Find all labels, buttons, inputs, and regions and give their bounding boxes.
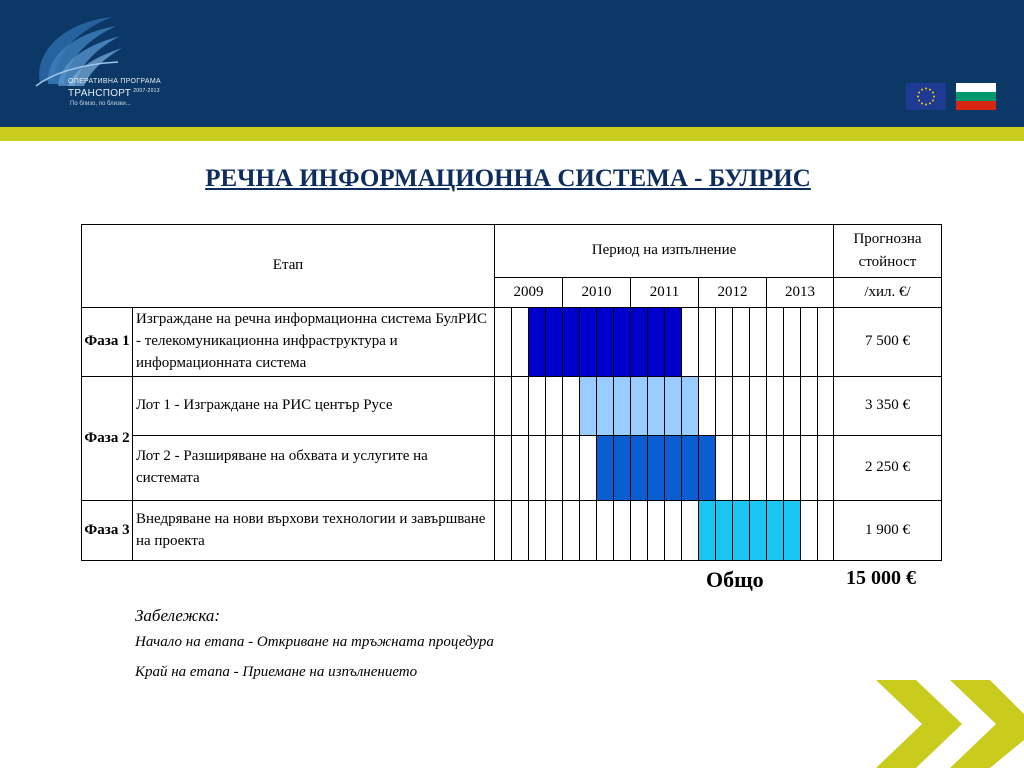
eu-flag-icon [906,83,946,110]
note-title: Забележка: [135,606,221,625]
gantt-bar-cell [665,308,682,377]
gantt-cell [512,377,529,436]
gantt-bar-cell [546,308,563,377]
logo-tagline: По близо, по близки... [70,101,131,107]
phase-label: Фаза 3 [82,501,133,561]
total-label: Общо [706,567,764,592]
gantt-bar-cell [597,377,614,436]
gantt-cell [546,436,563,501]
bulgaria-flag-icon [956,83,996,110]
gantt-cell [801,436,818,501]
gantt-cell [580,501,597,561]
gantt-bar-cell [614,377,631,436]
task-description: Внедряване на нови върхови технологии и завършване на проекта [133,501,495,561]
task-description: Лот 2 - Разширяване на обхвата и услугите на системата [133,436,495,501]
gantt-cell [546,501,563,561]
gantt-bar-cell [665,436,682,501]
cost-header-line: стойност [858,254,917,271]
gantt-bar-cell [597,308,614,377]
gantt-bar-cell [648,308,665,377]
gantt-cell [563,377,580,436]
gantt-cell [597,501,614,561]
total-value: 15 000 € [846,567,916,589]
gantt-cell [631,501,648,561]
period-header: Период на изпълнение [495,225,834,278]
gantt-bar-cell [648,377,665,436]
cost-unit: /хил. €/ [834,278,942,308]
note-line-start: Начало на етапа - Откриване на тръжната процедура [135,634,494,650]
gantt-cell [818,501,834,561]
header-stripe [0,127,1024,141]
gantt-cell [784,308,801,377]
note-line-end: Край на етапа - Приемане на изпълнението [135,664,418,680]
gantt-bar-cell [784,501,801,561]
gantt-bar-cell [699,436,716,501]
gantt-cell [495,436,512,501]
gantt-bar-cell [716,501,733,561]
gantt-bar-cell [648,436,665,501]
gantt-bar-cell [614,436,631,501]
phase-label: Фаза 2 [82,377,133,501]
gantt-cell [529,501,546,561]
chevron-right-icon [872,680,1024,768]
table-row [82,377,942,436]
gantt-bar-cell [563,308,580,377]
gantt-bar-cell [631,377,648,436]
gantt-cell [733,377,750,436]
gantt-cell [682,308,699,377]
gantt-bar-cell [631,436,648,501]
page-title: РЕЧНА ИНФОРМАЦИОННА СИСТЕМА - БУЛРИС [205,165,811,192]
gantt-cell [546,377,563,436]
gantt-bar-cell [580,377,597,436]
gantt-bar-cell [767,501,784,561]
gantt-cell [699,377,716,436]
cost-value: 3 350 € [834,377,942,436]
year-header: 2009 [495,278,563,308]
gantt-cell [512,501,529,561]
gantt-cell [716,308,733,377]
logo-program-text: ОПЕРАТИВНА ПРОГРАМА [68,78,161,85]
gantt-cell [818,436,834,501]
gantt-cell [750,377,767,436]
gantt-cell [716,436,733,501]
logo-name-text: ТРАНСПОРТ $^{2007-2013}$ [68,88,160,99]
gantt-bar-cell [529,308,546,377]
year-header: 2010 [563,278,631,308]
year-header: 2013 [767,278,834,308]
gantt-cell [750,308,767,377]
cost-header [834,225,942,278]
gantt-cell [818,308,834,377]
gantt-bar-cell [580,308,597,377]
table-row [82,436,942,501]
gantt-bar-cell [733,501,750,561]
table-row [82,308,942,377]
gantt-cell [784,436,801,501]
gantt-cell [750,436,767,501]
gantt-cell [801,501,818,561]
gantt-cell [801,308,818,377]
gantt-cell [529,436,546,501]
gantt-cell [682,501,699,561]
gantt-cell [563,501,580,561]
gantt-cell [733,436,750,501]
stage-header: Етап [82,225,495,308]
gantt-bar-cell [597,436,614,501]
gantt-cell [665,501,682,561]
cost-header-line: Прогнозна [853,231,922,247]
gantt-bar-cell [750,501,767,561]
gantt-cell [699,308,716,377]
gantt-cell [801,377,818,436]
gantt-cell [563,436,580,501]
gantt-bar-cell [682,377,699,436]
task-description: Изграждане на речна информационна система БулРИС - телекомуникационна инфраструктура и информационната система [133,308,495,377]
gantt-cell [580,436,597,501]
gantt-cell [495,377,512,436]
gantt-cell [495,308,512,377]
gantt-cell [716,377,733,436]
year-header: 2012 [699,278,767,308]
gantt-cell [614,501,631,561]
gantt-cell [767,436,784,501]
phase-label: Фаза 1 [82,308,133,377]
gantt-cell [818,377,834,436]
gantt-cell [512,436,529,501]
gantt-cell [648,501,665,561]
gantt-cell [767,377,784,436]
cost-value: 7 500 € [834,308,942,377]
gantt-bar-cell [614,308,631,377]
gantt-bar-cell [631,308,648,377]
gantt-cell [767,308,784,377]
gantt-table [81,224,942,561]
cost-value: 2 250 € [834,436,942,501]
table-row [82,501,942,561]
gantt-bar-cell [682,436,699,501]
cost-value: 1 900 € [834,501,942,561]
year-header: 2011 [631,278,699,308]
task-description: Лот 1 - Изграждане на РИС център Русе [133,377,495,436]
gantt-cell [784,377,801,436]
gantt-cell [495,501,512,561]
gantt-cell [512,308,529,377]
gantt-cell [529,377,546,436]
gantt-bar-cell [665,377,682,436]
gantt-bar-cell [699,501,716,561]
gantt-cell [733,308,750,377]
